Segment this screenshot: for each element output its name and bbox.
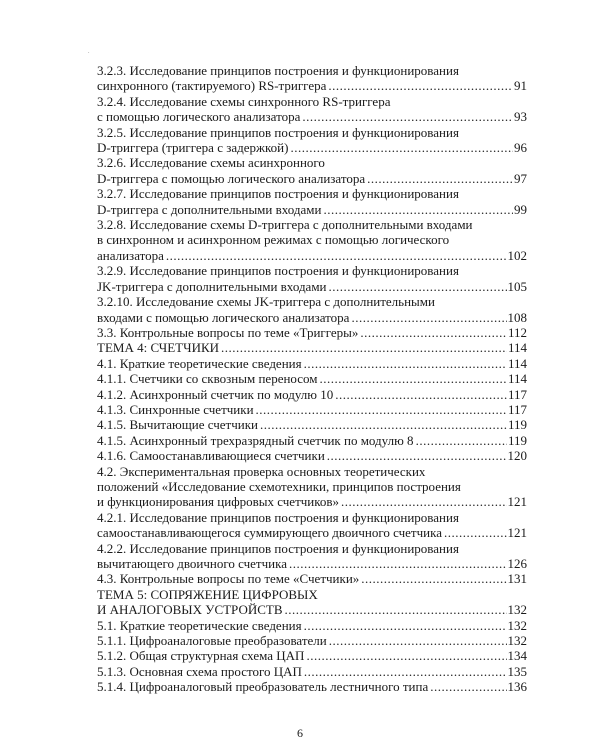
toc-page-number: 99 [514,201,527,217]
toc-entry-line: ТЕМА 5: СОПРЯЖЕНИЕ ЦИФРОВЫХ [97,586,318,602]
toc-entry-final-line [97,556,527,571]
toc-entry [97,664,527,679]
toc-entry-final-line [97,648,527,663]
toc-entry [97,433,527,448]
toc-entry [97,464,527,510]
toc-entry-final-line [97,571,527,586]
toc-entry [97,448,527,463]
dot-leader [335,387,507,402]
toc-entry [97,571,527,586]
toc-page-number: 117 [507,386,527,402]
toc-page-number: 134 [507,648,527,664]
dot-leader [351,310,506,325]
toc-page-number: 105 [507,278,527,294]
toc-entry-title: 5.1.4. Цифроаналоговый преобразователь лестничного типа [97,679,429,695]
toc-entry-final-line [97,494,527,509]
toc-entry-title: И АНАЛОГОВЫХ УСТРОЙСТВ [97,602,283,618]
dot-leader [304,356,507,371]
toc-entry-final-line [97,433,527,448]
toc-entry-final-line [97,633,527,648]
toc-entry [97,510,527,541]
toc-entry [97,618,527,633]
dot-leader [256,402,507,417]
toc-entry-line: 3.2.4. Исследование схемы синхронного RS-триггера [97,93,391,109]
dot-leader [416,433,507,448]
toc-entry [97,541,527,572]
toc-entry-line: 3.2.10. Исследование схемы JK-триггера с дополнительными [97,294,435,310]
dot-leader [289,556,507,571]
toc-entry [97,417,527,432]
dot-leader [341,494,506,509]
toc-entry-line: 3.2.6. Исследование схемы асинхронного [97,155,325,171]
toc-entry-title: 3.3. Контрольные вопросы по теме «Триггеры» [97,324,359,340]
toc-entry [97,294,527,325]
table-of-contents [97,63,527,695]
toc-entry [97,371,527,386]
dot-leader [302,109,513,124]
toc-entry [97,186,527,217]
dot-leader [285,602,507,617]
toc-entry-title: JK-триггера с дополнительными входами [97,278,327,294]
toc-entry [97,633,527,648]
dot-leader [444,525,506,540]
toc-page-number: 136 [507,679,527,695]
toc-page-number: 121 [507,525,527,541]
toc-entry-final-line [97,525,527,540]
toc-entry-title: 4.1.3. Синхронные счетчики [97,401,254,417]
toc-page-number: 112 [507,324,527,340]
toc-entry-final-line [97,387,527,402]
toc-entry-final-line [97,325,527,340]
toc-entry-final-line [97,140,527,155]
toc-entry-final-line [97,679,527,694]
toc-entry-final-line [97,310,527,325]
toc-entry-title: D-триггера с помощью логического анализатора [97,170,366,186]
toc-entry-line: 3.2.9. Исследование принципов построения и функционирования [97,263,459,279]
toc-entry-title: 5.1.3. Основная схема простого ЦАП [97,663,302,679]
dot-leader [304,618,507,633]
toc-entry-final-line [97,402,527,417]
toc-entry-line: в синхронном и асинхронном режимах с помощью логического [97,232,450,248]
toc-entry-line: 4.2.1. Исследование принципов построения и функционирования [97,509,459,525]
toc-page-number: 114 [507,355,527,371]
toc-entry-title: 4.1.2. Асинхронный счетчик по модулю 10 [97,386,334,402]
dot-leader [327,448,507,463]
toc-entry-line: 3.2.7. Исследование принципов построения и функционирования [97,186,459,202]
toc-page-number: 120 [507,448,527,464]
toc-page-number: 108 [507,309,527,325]
toc-entry-title: самоостанавливающегося суммирующего двоичного счетчика [97,525,443,541]
toc-entry-title: вычитающего двоичного счетчика [97,556,287,571]
toc-page-number: 91 [514,78,527,94]
toc-page-number: 132 [507,633,527,649]
toc-entry [97,387,527,402]
toc-entry-title: 4.1.5. Асинхронный трехразрядный счетчик по модулю 8 [97,432,414,448]
toc-entry-final-line [97,448,527,463]
dot-leader [221,340,507,355]
dot-leader [166,248,507,263]
toc-entry-final-line [97,202,527,217]
toc-entry [97,155,527,186]
toc-page-number: 93 [514,109,527,125]
toc-entry-final-line [97,248,527,263]
dot-leader [306,648,506,663]
toc-entry-final-line [97,109,527,124]
toc-entry-line: 3.2.8. Исследование схемы D-триггера с дополнительными входами [97,217,473,233]
toc-page-number: 131 [507,571,527,587]
toc-page-number: 132 [507,602,527,618]
toc-page-number: 126 [507,556,527,571]
toc-entry-final-line [97,664,527,679]
dot-leader [328,78,513,93]
toc-page-number: 119 [507,432,527,448]
scan-mark: . [88,49,90,55]
toc-entry [97,402,527,417]
toc-entry [97,217,527,263]
toc-page-number: 96 [514,140,527,156]
toc-page-number: 119 [507,417,527,433]
toc-entry-title: D-триггера с дополнительными входами [97,201,322,217]
dot-leader [430,679,506,694]
dot-leader [367,171,513,186]
toc-page-number: 135 [507,663,527,679]
toc-entry-line: 3.2.5. Исследование принципов построения и функционирования [97,124,459,140]
toc-entry-title: входами с помощью логического анализатора [97,309,350,325]
toc-entry-final-line [97,171,527,186]
toc-entry [97,356,527,371]
toc-page-number: 114 [507,371,527,387]
toc-entry-line: 3.2.3. Исследование принципов построения и функционирования [97,63,459,78]
toc-entry-final-line [97,78,527,93]
toc-page-number: 121 [507,494,527,510]
toc-entry-final-line [97,371,527,386]
toc-entry-line: положений «Исследование схемотехники, принципов построения [97,478,461,494]
toc-entry-title: 4.1.1. Счетчики со сквозным переносом [97,371,318,387]
toc-entry-title: D-триггера (триггера с задержкой) [97,140,289,156]
toc-entry [97,263,527,294]
toc-entry-title: с помощью логического анализатора [97,109,301,125]
toc-entry [97,340,527,355]
toc-entry-line: 4.2.2. Исследование принципов построения и функционирования [97,540,459,556]
page-number: 6 [297,726,303,740]
toc-entry-final-line [97,618,527,633]
toc-entry-title: 5.1.2. Общая структурная схема ЦАП [97,648,305,664]
toc-entry [97,63,527,94]
dot-leader [329,633,507,648]
toc-entry-title: 4.1.5. Вычитающие счетчики [97,417,258,433]
toc-entry [97,94,527,125]
toc-entry [97,587,527,618]
dot-leader [260,417,507,432]
dot-leader [304,664,507,679]
toc-entry [97,325,527,340]
toc-entry-title: 4.1. Краткие теоретические сведения [97,355,302,371]
toc-entry-title: 5.1. Краткие теоретические сведения [97,617,302,633]
toc-entry-line: 4.2. Экспериментальная проверка основных теоретических [97,463,426,479]
toc-entry-final-line [97,602,527,617]
toc-page-number: 102 [507,247,527,263]
toc-entry-title: 4.1.6. Самоостанавливающиеся счетчики [97,448,325,464]
dot-leader [290,140,513,155]
toc-entry-final-line [97,356,527,371]
toc-page-number: 117 [507,401,527,417]
dot-leader [361,571,506,586]
toc-entry-final-line [97,340,527,355]
toc-entry-final-line [97,417,527,432]
dot-leader [329,279,507,294]
toc-entry-title: 5.1.1. Цифроаналоговые преобразователи [97,633,327,649]
toc-entry-final-line [97,279,527,294]
toc-entry-title: анализатора [97,247,164,263]
dot-leader [323,202,513,217]
toc-entry-title: синхронного (тактируемого) RS-триггера [97,78,327,94]
toc-entry-title: ТЕМА 4: СЧЕТЧИКИ [97,340,220,356]
toc-page-number: 132 [507,617,527,633]
toc-page-number: 114 [507,340,527,356]
toc-entry-title: 4.3. Контрольные вопросы по теме «Счетчики» [97,571,360,587]
toc-entry [97,125,527,156]
dot-leader [320,371,507,386]
toc-entry [97,679,527,694]
toc-entry [97,648,527,663]
dot-leader [360,325,507,340]
toc-entry-title: и функционирования цифровых счетчиков» [97,494,340,510]
toc-page-number: 97 [514,170,527,186]
